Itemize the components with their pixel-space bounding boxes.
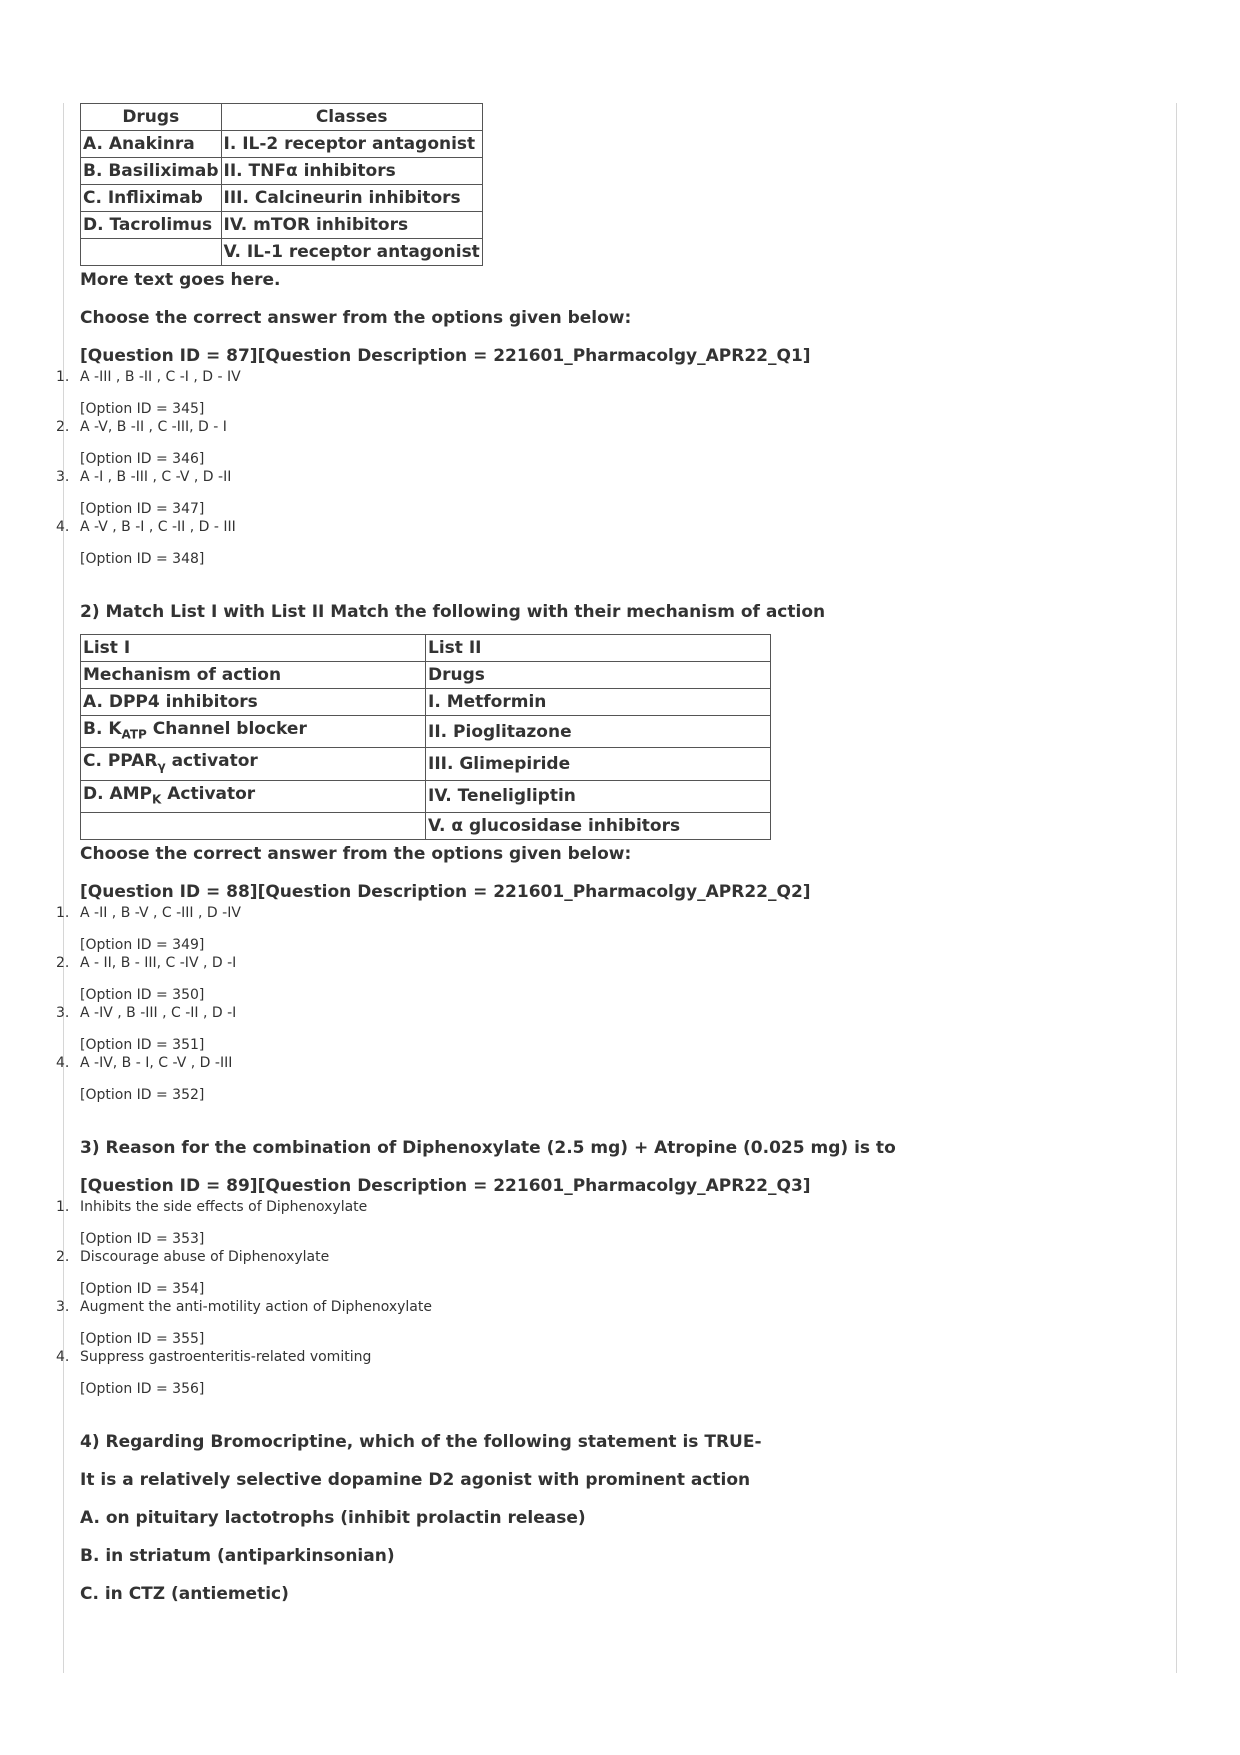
option-text: A -II , B -V , C -III , D -IV [80, 905, 241, 922]
table-header-cell: Classes [221, 104, 482, 131]
statement-a: A. on pituitary lactotrophs (inhibit prolactin release) [80, 1508, 586, 1529]
option-id: [Option ID = 350] [80, 987, 205, 1004]
option-id: [Option ID = 346] [80, 451, 205, 467]
option-number: 2. [56, 419, 70, 435]
table-cell: I. IL-2 receptor antagonist [221, 131, 482, 158]
drug-class-table [80, 103, 483, 266]
subscript: γ [157, 759, 166, 774]
question-meta: [Question ID = 88][Question Description = 221601_Pharmacolgy_APR22_Q2] [80, 882, 811, 903]
option-item[interactable] [56, 1248, 1140, 1298]
table-row [81, 635, 771, 662]
option-number: 3. [56, 469, 70, 485]
cell-text: Channel blocker [146, 719, 307, 739]
table-row [81, 239, 483, 266]
table-cell: V. α glucosidase inhibitors [426, 813, 771, 840]
table-cell: D. Tacrolimus [81, 212, 222, 239]
option-number: 1. [56, 1199, 70, 1216]
option-item[interactable] [56, 1054, 1140, 1104]
table-cell: List I [81, 635, 426, 662]
option-list [56, 368, 1140, 568]
table-row [81, 716, 771, 748]
option-item[interactable] [56, 1004, 1140, 1054]
table-header-row [81, 104, 483, 131]
option-id: [Option ID = 353] [80, 1231, 205, 1248]
option-text: A -I , B -III , C -V , D -II [80, 469, 232, 485]
option-id: [Option ID = 349] [80, 937, 205, 954]
right-margin-rule [1176, 103, 1177, 1673]
table-row [81, 780, 771, 812]
table-cell [81, 239, 222, 266]
table-cell [81, 813, 426, 840]
option-item[interactable] [56, 1198, 1140, 1248]
question-text: It is a relatively selective dopamine D2 agonist with prominent action [80, 1470, 751, 1491]
question-title: 3) Reason for the combination of Diphenoxylate (2.5 mg) + Atropine (0.025 mg) is to [80, 1138, 896, 1159]
table-cell: IV. mTOR inhibitors [221, 212, 482, 239]
option-text: A -III , B -II , C -I , D - IV [80, 369, 241, 385]
table-cell: IV. Teneligliptin [426, 780, 771, 812]
option-item[interactable] [56, 368, 1140, 418]
option-text: A -IV , B -III , C -II , D -I [80, 1005, 237, 1022]
table-cell: II. Pioglitazone [426, 716, 771, 748]
option-id: [Option ID = 354] [80, 1281, 205, 1298]
table-row [81, 212, 483, 239]
option-text: A -IV, B - I, C -V , D -III [80, 1055, 233, 1072]
option-item[interactable] [56, 1298, 1140, 1348]
table-cell [81, 780, 426, 812]
subscript: ATP [121, 727, 147, 742]
statement-b: B. in striatum (antiparkinsonian) [80, 1546, 395, 1567]
left-margin-rule [63, 103, 64, 1673]
option-item[interactable] [56, 418, 1140, 468]
option-text: Discourage abuse of Diphenoxylate [80, 1249, 330, 1266]
option-id: [Option ID = 351] [80, 1037, 205, 1054]
cell-text: activator [165, 751, 258, 772]
option-number: 1. [56, 369, 70, 385]
option-id: [Option ID = 347] [80, 501, 205, 517]
question-meta: [Question ID = 87][Question Description = 221601_Pharmacolgy_APR22_Q1] [80, 346, 811, 366]
option-number: 1. [56, 905, 70, 922]
option-text: A -V , B -I , C -II , D - III [80, 519, 236, 535]
choose-instruction: Choose the correct answer from the options given below: [80, 308, 632, 328]
option-text: Augment the anti-motility action of Diphenoxylate [80, 1299, 432, 1316]
option-text: Inhibits the side effects of Diphenoxylate [80, 1199, 368, 1216]
option-id: [Option ID = 356] [80, 1381, 205, 1398]
option-number: 4. [56, 1349, 70, 1366]
table-cell: V. IL-1 receptor antagonist [221, 239, 482, 266]
table-cell: List II [426, 635, 771, 662]
table-cell: A. DPP4 inhibitors [81, 689, 426, 716]
table-row [81, 158, 483, 185]
option-number: 3. [56, 1299, 70, 1316]
choose-instruction: Choose the correct answer from the options given below: [80, 844, 632, 865]
document-body [56, 103, 1160, 1605]
table-row [81, 689, 771, 716]
option-id: [Option ID = 355] [80, 1331, 205, 1348]
table-cell: Drugs [426, 662, 771, 689]
table-row [81, 748, 771, 780]
option-text: Suppress gastroenteritis-related vomiting [80, 1349, 372, 1366]
table-cell: III. Calcineurin inhibitors [221, 185, 482, 212]
table-header-cell: Drugs [81, 104, 222, 131]
option-item[interactable] [56, 468, 1140, 518]
table-cell: III. Glimepiride [426, 748, 771, 780]
subscript: K [152, 792, 162, 807]
cell-text: D. AMP [83, 783, 153, 804]
cell-text: B. K [83, 719, 122, 739]
table-cell [81, 716, 426, 748]
option-id: [Option ID = 348] [80, 551, 205, 567]
option-item[interactable] [56, 954, 1140, 1004]
table-cell: C. Infliximab [81, 185, 222, 212]
table-row [81, 185, 483, 212]
option-number: 3. [56, 1005, 70, 1022]
question-title: 2) Match List I with List II Match the following with their mechanism of action [80, 602, 826, 622]
table-cell: I. Metformin [426, 689, 771, 716]
table-row [81, 813, 771, 840]
question-title: 4) Regarding Bromocriptine, which of the following statement is TRUE- [80, 1432, 762, 1453]
table-cell: II. TNFα inhibitors [221, 158, 482, 185]
option-list [56, 1198, 1140, 1398]
table-cell: Mechanism of action [81, 662, 426, 689]
question-meta: [Question ID = 89][Question Description = 221601_Pharmacolgy_APR22_Q3] [80, 1176, 811, 1197]
option-id: [Option ID = 352] [80, 1087, 205, 1104]
option-item[interactable] [56, 1348, 1140, 1398]
table-cell: B. Basiliximab [81, 158, 222, 185]
option-id: [Option ID = 345] [80, 401, 205, 417]
option-number: 2. [56, 1249, 70, 1266]
table-cell: A. Anakinra [81, 131, 222, 158]
option-item[interactable] [56, 518, 1140, 568]
option-number: 4. [56, 1055, 70, 1072]
option-number: 4. [56, 519, 70, 535]
table-row [81, 131, 483, 158]
option-list [56, 904, 1140, 1104]
option-number: 2. [56, 955, 70, 972]
table-row [81, 662, 771, 689]
option-item[interactable] [56, 904, 1140, 954]
option-text: A - II, B - III, C -IV , D -I [80, 955, 237, 972]
more-text: More text goes here. [80, 270, 281, 290]
cell-text: Activator [161, 783, 256, 804]
table-cell [81, 748, 426, 780]
statement-c: C. in CTZ (antiemetic) [80, 1584, 289, 1605]
cell-text: C. PPAR [83, 751, 158, 772]
mechanism-drug-table [80, 634, 771, 840]
option-text: A -V, B -II , C -III, D - I [80, 419, 227, 435]
